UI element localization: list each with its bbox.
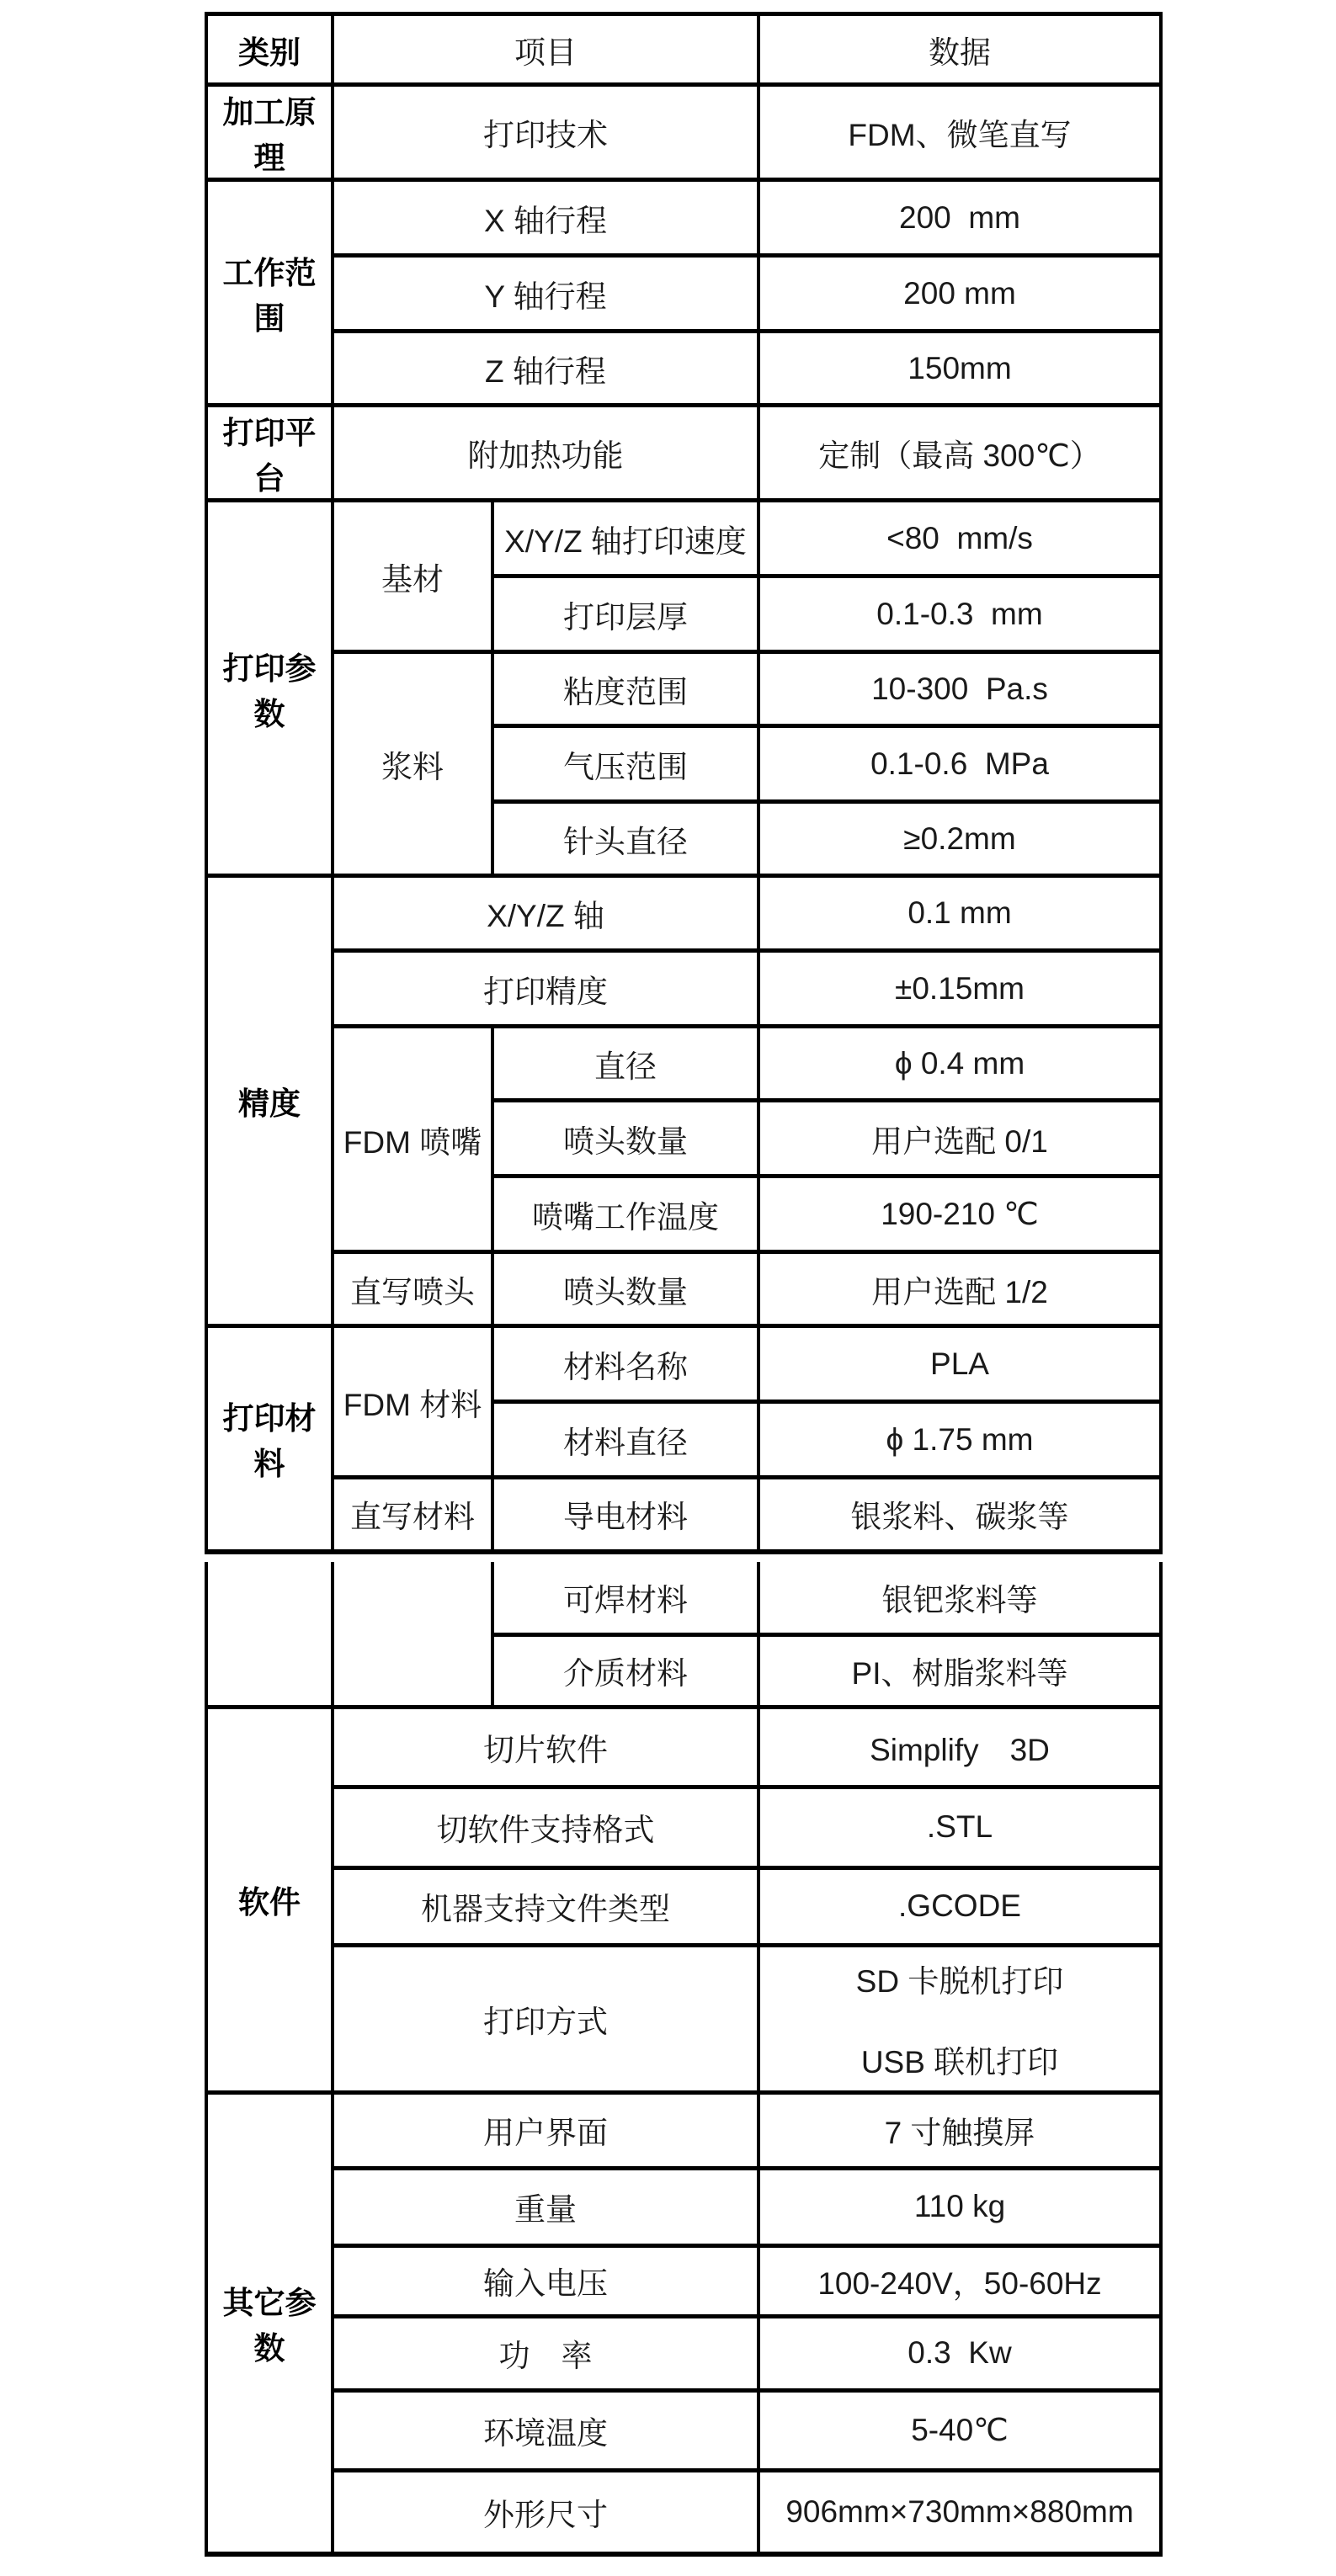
item-cell: 喷头数量 [492, 1252, 758, 1326]
item-cell: 打印层厚 [492, 576, 758, 652]
item-cell: 喷嘴工作温度 [492, 1176, 758, 1252]
item-cell: 机器支持文件类型 [333, 1867, 758, 1945]
subcategory-cell: 直写喷头 [333, 1252, 492, 1326]
table-row [206, 876, 1161, 951]
table-row [206, 2168, 1161, 2245]
table-row [206, 2245, 1161, 2316]
subcategory-cell-empty [333, 1562, 492, 1707]
item-cell: 打印精度 [333, 951, 758, 1027]
table-row [206, 1252, 1161, 1326]
item-cell: X/Y/Z 轴打印速度 [492, 501, 758, 576]
item-cell: 粘度范围 [492, 652, 758, 726]
category-cell: 打印参数 [206, 501, 333, 876]
spec-table-part-1 [205, 12, 1163, 1554]
data-cell: 0.1-0.6 MPa [758, 726, 1161, 802]
item-cell: X 轴行程 [333, 180, 758, 256]
category-cell: 工作范围 [206, 180, 333, 406]
item-cell: 打印技术 [333, 85, 758, 180]
subcategory-cell: 直写材料 [333, 1478, 492, 1552]
table-row [206, 1478, 1161, 1552]
data-cell-multiline [758, 1945, 1161, 2092]
item-cell: 介质材料 [492, 1634, 758, 1707]
header-cell-data [758, 14, 1161, 85]
subcategory-cell: 浆料 [333, 652, 492, 876]
data-line: SD 卡脱机打印 [855, 1963, 1064, 1999]
data-cell: 0.3 Kw [758, 2316, 1161, 2390]
spec-table-part-2 [205, 1562, 1163, 2557]
item-cell: X/Y/Z 轴 [333, 876, 758, 951]
table-row [206, 14, 1161, 85]
item-cell: 附加热功能 [333, 406, 758, 501]
data-cell: 定制（最高 300℃） [758, 406, 1161, 501]
data-cell: ±0.15mm [758, 951, 1161, 1027]
item-cell: 用户界面 [333, 2092, 758, 2168]
table-row [206, 1562, 1161, 1634]
data-lines [760, 1956, 1159, 2082]
subcategory-cell: FDM 材料 [333, 1326, 492, 1478]
table-row [206, 256, 1161, 332]
table-row [206, 2316, 1161, 2390]
data-cell: 7 寸触摸屏 [758, 2092, 1161, 2168]
header-cell-category [206, 14, 333, 85]
table-row [206, 1707, 1161, 1787]
category-cell: 软件 [206, 1707, 333, 2092]
item-cell: 切软件支持格式 [333, 1787, 758, 1867]
data-cell: <80 mm/s [758, 501, 1161, 576]
table-row [206, 1787, 1161, 1867]
data-cell: 10-300 Pa.s [758, 652, 1161, 726]
item-cell: 输入电压 [333, 2245, 758, 2316]
data-cell: PI、树脂浆料等 [758, 1634, 1161, 1707]
category-cell: 打印平台 [206, 406, 333, 501]
data-cell: 150mm [758, 332, 1161, 406]
item-cell: 材料名称 [492, 1326, 758, 1402]
item-cell: 气压范围 [492, 726, 758, 802]
item-cell: 喷头数量 [492, 1101, 758, 1176]
category-cell-empty [206, 1562, 333, 1707]
item-cell: 功 率 [333, 2316, 758, 2390]
item-cell: 针头直径 [492, 802, 758, 876]
item-cell: 外形尺寸 [333, 2470, 758, 2554]
data-cell: ϕ 0.4 mm [758, 1027, 1161, 1101]
header-data-label: 数据 [929, 35, 991, 70]
subcategory-cell: FDM 喷嘴 [333, 1027, 492, 1252]
table-row [206, 2390, 1161, 2470]
subcategory-cell: 基材 [333, 501, 492, 652]
item-cell: 环境温度 [333, 2390, 758, 2470]
data-cell: 用户选配 0/1 [758, 1101, 1161, 1176]
data-cell: 100-240V，50-60Hz [758, 2245, 1161, 2316]
table-row [206, 85, 1161, 180]
data-cell: .STL [758, 1787, 1161, 1867]
table-row [206, 652, 1161, 726]
data-cell: .GCODE [758, 1867, 1161, 1945]
category-cell: 加工原理 [206, 85, 333, 180]
table-row [206, 180, 1161, 256]
data-cell: 0.1 mm [758, 876, 1161, 951]
data-cell: 银浆料、碳浆等 [758, 1478, 1161, 1552]
category-cell: 精度 [206, 876, 333, 1326]
item-cell: 切片软件 [333, 1707, 758, 1787]
data-cell: ≥0.2mm [758, 802, 1161, 876]
item-cell: Z 轴行程 [333, 332, 758, 406]
header-category-label: 类别 [238, 35, 301, 70]
data-cell: 906mm×730mm×880mm [758, 2470, 1161, 2554]
item-cell: Y 轴行程 [333, 256, 758, 332]
category-cell: 打印材料 [206, 1326, 333, 1552]
table-row [206, 332, 1161, 406]
data-cell: 0.1-0.3 mm [758, 576, 1161, 652]
table-row [206, 2092, 1161, 2168]
data-cell: 190-210 ℃ [758, 1176, 1161, 1252]
data-cell: 银钯浆料等 [758, 1562, 1161, 1634]
table-row [206, 501, 1161, 576]
table-row [206, 1027, 1161, 1101]
data-cell: 110 kg [758, 2168, 1161, 2245]
table-row [206, 1867, 1161, 1945]
data-cell: ϕ 1.75 mm [758, 1402, 1161, 1478]
table-row [206, 2470, 1161, 2554]
item-cell: 材料直径 [492, 1402, 758, 1478]
data-line: USB 联机打印 [860, 2044, 1059, 2079]
data-cell: FDM、微笔直写 [758, 85, 1161, 180]
data-cell: PLA [758, 1326, 1161, 1402]
item-cell: 可焊材料 [492, 1562, 758, 1634]
data-cell: 200 mm [758, 256, 1161, 332]
item-cell: 重量 [333, 2168, 758, 2245]
item-cell: 打印方式 [333, 1945, 758, 2092]
data-cell: 200 mm [758, 180, 1161, 256]
data-cell: Simplify 3D [758, 1707, 1161, 1787]
table-row [206, 1945, 1161, 2092]
table-row [206, 1326, 1161, 1402]
data-cell: 用户选配 1/2 [758, 1252, 1161, 1326]
category-cell: 其它参数 [206, 2092, 333, 2554]
table-row [206, 951, 1161, 1027]
table-row [206, 406, 1161, 501]
item-cell: 导电材料 [492, 1478, 758, 1552]
header-item-label: 项目 [514, 35, 577, 70]
header-cell-item [333, 14, 758, 85]
item-cell: 直径 [492, 1027, 758, 1101]
data-cell: 5-40℃ [758, 2390, 1161, 2470]
